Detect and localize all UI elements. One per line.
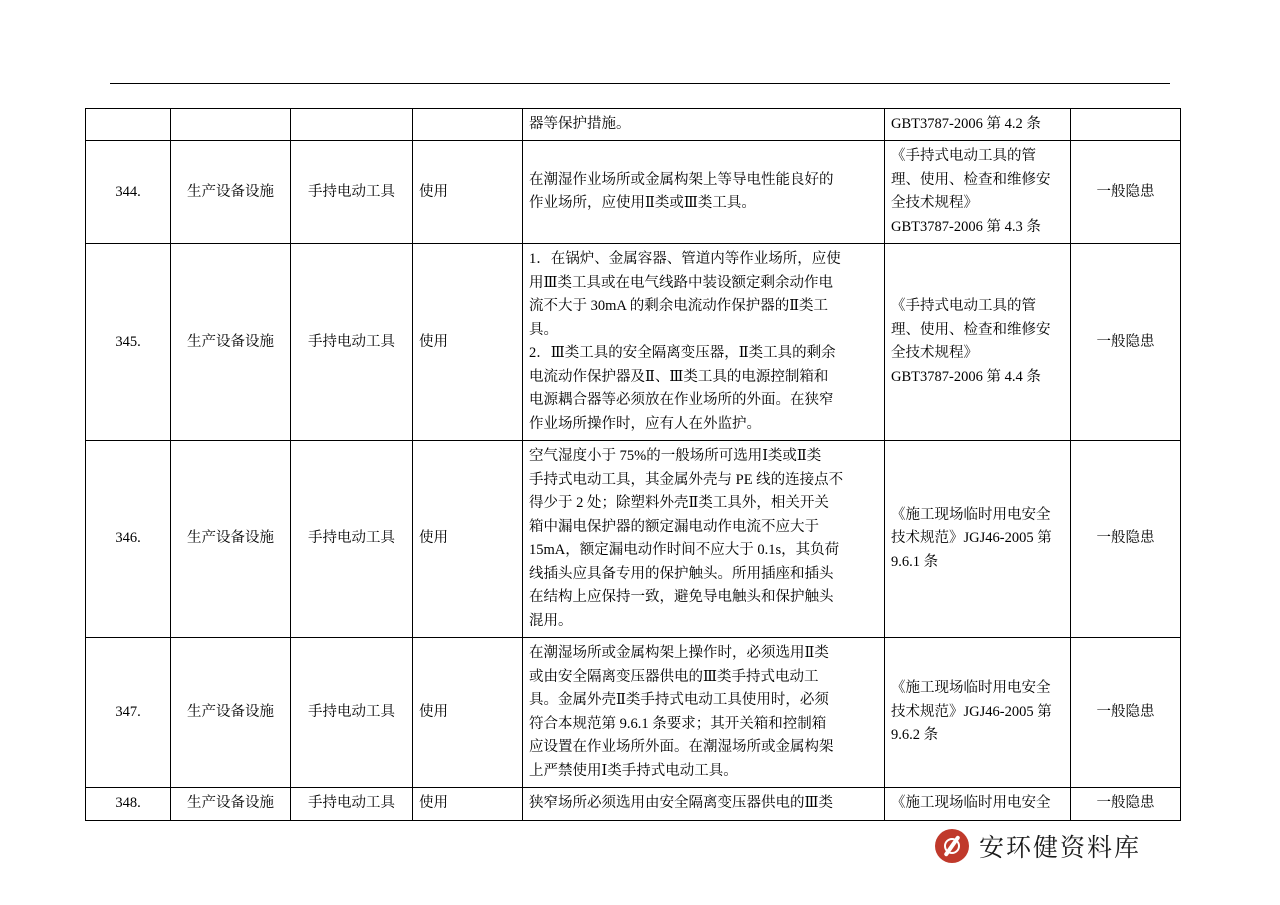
cell-category: 生产设备设施 — [171, 638, 291, 788]
cell-subcategory: 手持电动工具 — [291, 244, 413, 441]
cell-category — [171, 109, 291, 141]
desc-line: 电源耦合器等必须放在作业场所的外面。在狭窄 — [529, 392, 834, 409]
cell-state: 使用 — [413, 141, 523, 244]
circle-slash-badge-icon — [935, 829, 969, 863]
desc-line: 应设置在作业场所外面。在潮湿场所或金属构架 — [529, 739, 834, 756]
cell-level: 一般隐患 — [1071, 638, 1181, 788]
desc-line: 在潮湿作业场所或金属构架上等导电性能良好的 — [529, 171, 834, 188]
std-line: 技术规范》JGJ46-2005 第 — [891, 703, 1052, 720]
desc-line: 作业场所，应使用Ⅱ类或Ⅲ类工具。 — [529, 195, 756, 212]
watermark — [935, 828, 1141, 864]
cell-state — [413, 109, 523, 141]
table-row — [86, 441, 1181, 638]
std-line: 9.6.2 条 — [891, 727, 939, 744]
cell-standard — [885, 441, 1071, 638]
desc-line: 在结构上应保持一致，避免导电触头和保护触头 — [529, 589, 834, 606]
cell-subcategory: 手持电动工具 — [291, 638, 413, 788]
desc-line: 具。 — [529, 321, 558, 338]
cell-description — [523, 109, 885, 141]
std-line: 《手持式电动工具的管 — [891, 148, 1036, 165]
cell-number: 345. — [86, 244, 171, 441]
table-row — [86, 638, 1181, 788]
cell-state: 使用 — [413, 638, 523, 788]
desc-line: 线插头应具备专用的保护触头。所用插座和插头 — [529, 565, 834, 582]
std-line: 《施工现场临时用电安全 — [891, 680, 1051, 697]
desc-line: 电流动作保护器及Ⅱ、Ⅲ类工具的电源控制箱和 — [529, 368, 829, 385]
std-line: 技术规范》JGJ46-2005 第 — [891, 530, 1052, 547]
cell-standard — [885, 109, 1071, 141]
header-rule — [110, 83, 1170, 84]
cell-category: 生产设备设施 — [171, 441, 291, 638]
cell-category: 生产设备设施 — [171, 141, 291, 244]
cell-level: 一般隐患 — [1071, 244, 1181, 441]
cell-standard — [885, 788, 1071, 820]
cell-level: 一般隐患 — [1071, 141, 1181, 244]
desc-line: 混用。 — [529, 612, 573, 629]
cell-category: 生产设备设施 — [171, 244, 291, 441]
cell-description — [523, 441, 885, 638]
std-line: GBT3787-2006 第 4.2 条 — [891, 116, 1041, 132]
desc-line: 作业场所操作时，应有人在外监护。 — [529, 415, 761, 432]
desc-line: 2．Ⅲ类工具的安全隔离变压器，Ⅱ类工具的剩余 — [529, 345, 836, 362]
desc-line: 15mA，额定漏电动作时间不应大于 0.1s，其负荷 — [529, 542, 840, 559]
desc-line: 器等保护措施。 — [529, 116, 631, 132]
desc-line: 得少于 2 处；除塑料外壳Ⅱ类工具外，相关开关 — [529, 495, 829, 512]
cell-level — [1071, 109, 1181, 141]
watermark-label: 安环健资料库 — [979, 834, 1142, 862]
std-line: 《施工现场临时用电安全 — [891, 507, 1051, 523]
desc-line: 1．在锅炉、金属容器、管道内等作业场所，应使 — [529, 251, 841, 268]
desc-line: 箱中漏电保护器的额定漏电动作电流不应大于 — [529, 518, 819, 535]
cell-state: 使用 — [413, 441, 523, 638]
desc-line: 或由安全隔离变压器供电的Ⅲ类手持式电动工 — [529, 668, 819, 685]
cell-description — [523, 788, 885, 820]
desc-line: 流不大于 30mA 的剩余电流动作保护器的Ⅱ类工 — [529, 298, 829, 315]
desc-line: 上严禁使用Ⅰ类手持式电动工具。 — [529, 762, 738, 779]
cell-level: 一般隐患 — [1071, 441, 1181, 638]
desc-line: 在潮湿场所或金属构架上操作时，必须选用Ⅱ类 — [529, 645, 829, 662]
desc-line: 具。金属外壳Ⅱ类手持式电动工具使用时，必须 — [529, 692, 829, 709]
cell-number: 347. — [86, 638, 171, 788]
desc-line: 空气湿度小于 75%的一般场所可选用Ⅰ类或Ⅱ类 — [529, 448, 822, 465]
table-row — [86, 788, 1181, 820]
cell-subcategory: 手持电动工具 — [291, 788, 413, 820]
std-line: 《手持式电动工具的管 — [891, 298, 1036, 315]
cell-standard — [885, 141, 1071, 244]
hazard-checklist-table — [85, 108, 1181, 821]
cell-number: 344. — [86, 141, 171, 244]
table-row — [86, 141, 1181, 244]
desc-line: 狭窄场所必须选用由安全隔离变压器供电的Ⅲ类 — [529, 795, 833, 812]
cell-subcategory: 手持电动工具 — [291, 141, 413, 244]
desc-line: 符合本规范第 9.6.1 条要求；其开关箱和控制箱 — [529, 715, 827, 732]
cell-subcategory: 手持电动工具 — [291, 441, 413, 638]
desc-line: 手持式电动工具，其金属外壳与 PE 线的连接点不 — [529, 471, 844, 488]
cell-level: 一般隐患 — [1071, 788, 1181, 820]
cell-number — [86, 109, 171, 141]
cell-standard — [885, 244, 1071, 441]
std-line: 全技术规程》 — [891, 345, 978, 362]
cell-standard — [885, 638, 1071, 788]
cell-description — [523, 638, 885, 788]
table-row — [86, 109, 1181, 141]
cell-number: 346. — [86, 441, 171, 638]
cell-number: 348. — [86, 788, 171, 820]
desc-line: 用Ⅲ类工具或在电气线路中装设额定剩余动作电 — [529, 274, 833, 291]
std-line: GBT3787-2006 第 4.3 条 — [891, 218, 1041, 235]
table-row — [86, 244, 1181, 441]
cell-description — [523, 244, 885, 441]
std-line: 9.6.1 条 — [891, 553, 939, 570]
std-line: 《施工现场临时用电安全 — [891, 795, 1051, 812]
cell-state: 使用 — [413, 244, 523, 441]
std-line: 理、使用、检查和维修安 — [891, 171, 1051, 188]
cell-category: 生产设备设施 — [171, 788, 291, 820]
std-line: GBT3787-2006 第 4.4 条 — [891, 368, 1041, 385]
std-line: 全技术规程》 — [891, 195, 978, 212]
std-line: 理、使用、检查和维修安 — [891, 321, 1051, 338]
cell-description — [523, 141, 885, 244]
cell-state: 使用 — [413, 788, 523, 820]
cell-subcategory — [291, 109, 413, 141]
